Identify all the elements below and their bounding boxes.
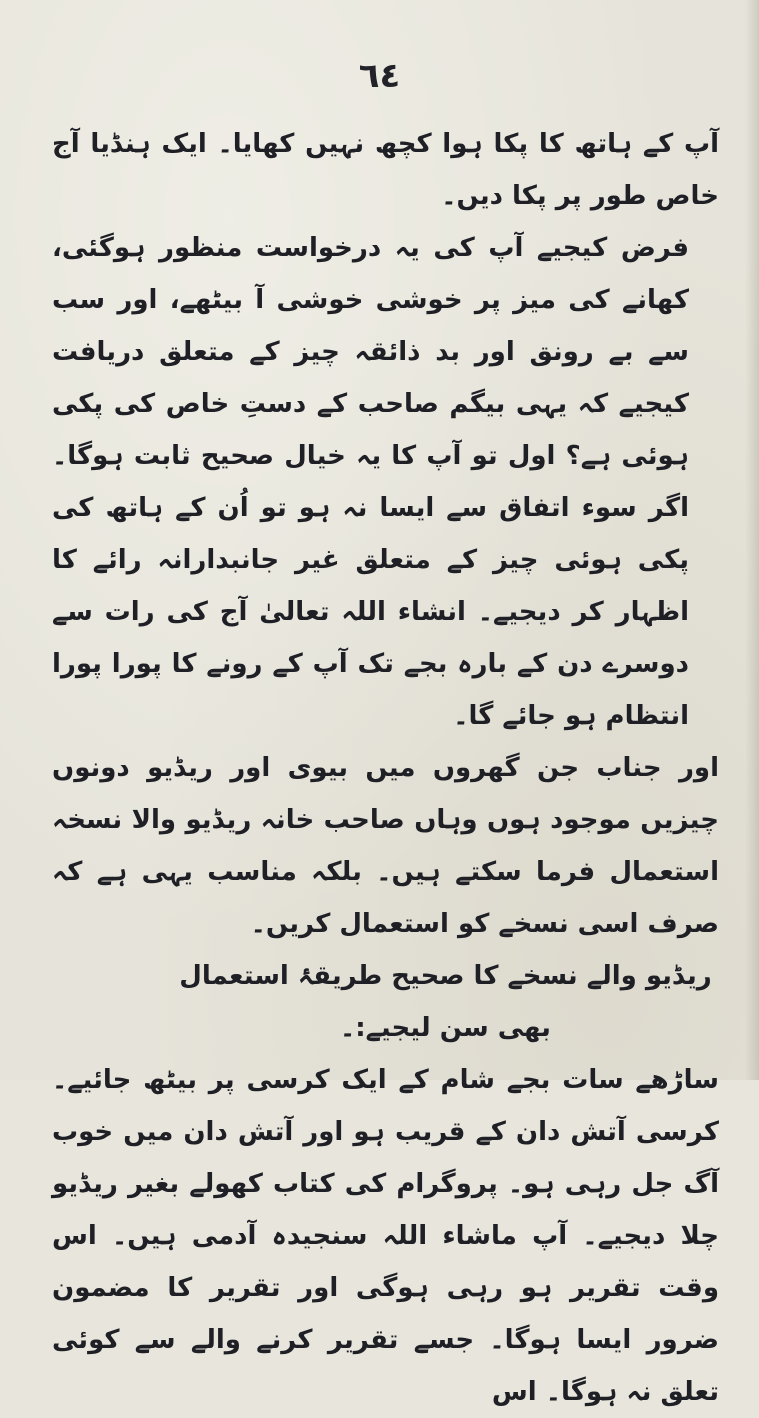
page-number: ٦٤ (358, 56, 401, 96)
paragraph-5: ساڑھے سات بجے شام کے ایک کرسی پر بیٹھ جائیے۔ کرسی آتش دان کے قریب ہو اور آتش دان میں خوب آگ جل رہی ہو۔ پروگرام کی کتاب کھولے بغیر ریڈیو چلا دیجیے۔ آپ ماشاء اللہ سنجیدہ آدمی ہیں۔ اس وقت تقریر ہو رہی ہوگی اور تقریر کا مضمون ضرور ایسا ہوگا۔ جسے تقریر کرنے والے سے کوئی تعلق نہ ہوگا۔ اس (52, 1065, 719, 1407)
paragraph-2: فرض کیجیے آپ کی یہ درخواست منظور ہوگئی، کھانے کی میز پر خوشی خوشی آ بیٹھے، اور سب سے بے رونق اور بد ذائقہ چیز کے متعلق دریافت کیجیے کہ یہی بیگم صاحب کے دستِ خاص کی پکی ہوئی ہے؟ اول تو آپ کا یہ خیال صحیح ثابت ہوگا۔ اگر سوء اتفاق سے ایسا نہ ہو تو اُن کے ہاتھ کی پکی ہوئی چیز کے متعلق غیر جانبدارانہ رائے کا اظہار کر دیجیے۔ انشاء اللہ تعالیٰ آج کی رات سے دوسرے دن کے بارہ بجے تک آپ کے رونے کا پورا پورا انتظام ہو جائے گا۔ (52, 233, 689, 731)
paragraph-4-heading: ریڈیو والے نسخے کا صحیح طریقۂ استعمال بھی سن لیجیے:۔ (179, 961, 712, 1043)
page-edge-shadow (745, 0, 759, 1080)
page-body-text (52, 118, 719, 1418)
paragraph-3: اور جناب جن گھروں میں بیوی اور ریڈیو دونوں چیزیں موجود ہوں وہاں صاحب خانہ ریڈیو والا نسخہ استعمال فرما سکتے ہیں۔ بلکہ مناسب یہی ہے کہ صرف اسی نسخے کو استعمال کریں۔ (52, 753, 719, 939)
paragraph-1: آپ کے ہاتھ کا پکا ہوا کچھ نہیں کھایا۔ ایک ہنڈیا آج خاص طور پر پکا دیں۔ (52, 129, 719, 211)
